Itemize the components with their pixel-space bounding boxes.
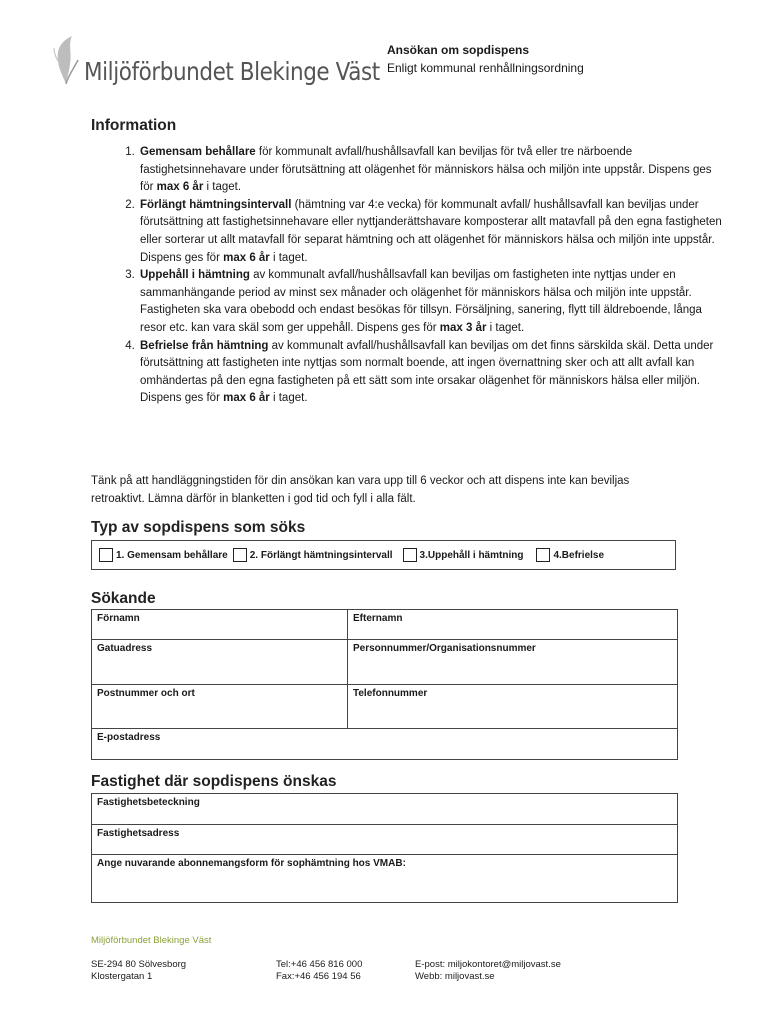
org-logo: [50, 34, 428, 86]
checkbox[interactable]: [403, 548, 417, 562]
applicant-heading: Sökande: [91, 590, 156, 607]
field-label: Personnummer/Organisationsnummer: [353, 643, 536, 654]
option-label: 1. Gemensam behållare: [116, 549, 228, 561]
list-item: 3. Uppehåll i hämtning av kommunalt avfall/hushållsavfall kan beviljas om fastigheten inte nyttjas under en sammanhängande period av minst sex månader och olägenhet för människors hälsa och miljön inte uppstår. Fastigheten ska vara obebodd och endast besökas för tillsyn. Försäljning, sanering, flytt till äldreboende, långa resor etc. kan vara skäl som ger uppehåll. Dispens ges för max 3 år i taget.: [138, 267, 723, 337]
information-list: [91, 144, 723, 408]
footer-address-line2: Klostergatan 1: [91, 971, 153, 982]
footer-address-line1: SE-294 80 Sölvesborg: [91, 959, 187, 970]
subscription-type-field[interactable]: [92, 855, 678, 903]
personal-id-field[interactable]: [348, 640, 678, 685]
footer-org-name: Miljöförbundet Blekinge Väst: [91, 935, 212, 946]
applicant-table: [91, 609, 678, 760]
option-uppehall[interactable]: [403, 548, 524, 562]
field-label: Förnamn: [97, 613, 140, 624]
property-table: [91, 793, 678, 903]
phone-field[interactable]: [348, 685, 678, 729]
street-address-field[interactable]: [92, 640, 348, 685]
property-address-field[interactable]: [92, 825, 678, 855]
footer-web: Webb: miljovast.se: [415, 971, 495, 982]
processing-time-note: Tänk på att handläggningstiden för din ansökan kan vara upp till 6 veckor och att dispens inte kan beviljas retroaktivt. Lämna därför in blanketten i god tid och fyll i alla fält.: [91, 475, 630, 505]
org-logo-text: Miljöförbundet Blekinge Väst: [84, 57, 380, 86]
document-title: Ansökan om sopdispens: [387, 43, 530, 57]
field-label: Ange nuvarande abonnemangsform för sophämtning hos VMAB:: [97, 858, 406, 869]
field-label: Fastighetsadress: [97, 828, 180, 839]
option-befrielse[interactable]: [536, 548, 604, 562]
dispensation-type-options: [91, 540, 676, 570]
checkbox[interactable]: [233, 548, 247, 562]
option-label: 3.Uppehåll i hämtning: [419, 549, 524, 561]
field-label: Efternamn: [353, 613, 403, 624]
dispensation-type-heading: Typ av sopdispens som söks: [91, 519, 306, 536]
option-forlangt-intervall[interactable]: [233, 548, 393, 562]
first-name-field[interactable]: [92, 610, 348, 640]
email-field[interactable]: [92, 729, 678, 760]
checkbox[interactable]: [99, 548, 113, 562]
last-name-field[interactable]: [348, 610, 678, 640]
option-label: 2. Förlängt hämtningsintervall: [249, 549, 393, 561]
field-label: Fastighetsbeteckning: [97, 797, 200, 808]
document-subtitle: Enligt kommunal renhållningsordning: [387, 61, 584, 75]
property-designation-field[interactable]: [92, 794, 678, 825]
footer-email: E-post: miljokontoret@miljovast.se: [415, 959, 561, 970]
postal-code-city-field[interactable]: [92, 685, 348, 729]
option-gemensam-behallare[interactable]: [99, 548, 228, 562]
list-item: 1. Gemensam behållare för kommunalt avfall/hushållsavfall kan beviljas för två eller tre närboende fastighetsinnehavare under förutsättning att olägenhet för människors hälsa och miljön inte uppstår. Dispens ges för max 6 år i taget.: [138, 144, 723, 197]
checkbox[interactable]: [536, 548, 550, 562]
field-label: E-postadress: [97, 732, 161, 743]
field-label: Postnummer och ort: [97, 688, 195, 699]
information-heading: Information: [91, 117, 177, 134]
leaf-icon: [50, 34, 82, 86]
list-item: 2. Förlängt hämtningsintervall (hämtning var 4:e vecka) för kommunalt avfall/ hushållsavfall kan beviljas under förutsättning att fastighetsinnehavare eller nyttjanderättshavare komposterar allt matavfall på den egna fastigheten eller sorterar ut allt matavfall för separat hämtning och att olägenhet för människors hälsa och miljön inte uppstår. Dispens ges för max 6 år i taget.: [138, 197, 723, 267]
list-item: 4. Befrielse från hämtning av kommunalt avfall/hushållsavfall kan beviljas om det finns särskilda skäl. Detta under förutsättning att fastigheten inte nyttjas som normalt boende, att ingen övernattning sker och att allt avfall kan omhändertas på den egna fastigheten på ett sätt som inte orsakar olägenhet för människors hälsa eller miljön. Dispens ges för max 6 år i taget.: [138, 338, 723, 408]
field-label: Telefonnummer: [353, 688, 428, 699]
field-label: Gatuadress: [97, 643, 153, 654]
option-label: 4.Befrielse: [553, 549, 605, 561]
footer-phone: Tel:+46 456 816 000: [276, 959, 363, 970]
footer-fax: Fax:+46 456 194 56: [276, 971, 361, 982]
property-heading: Fastighet där sopdispens önskas: [91, 773, 337, 790]
